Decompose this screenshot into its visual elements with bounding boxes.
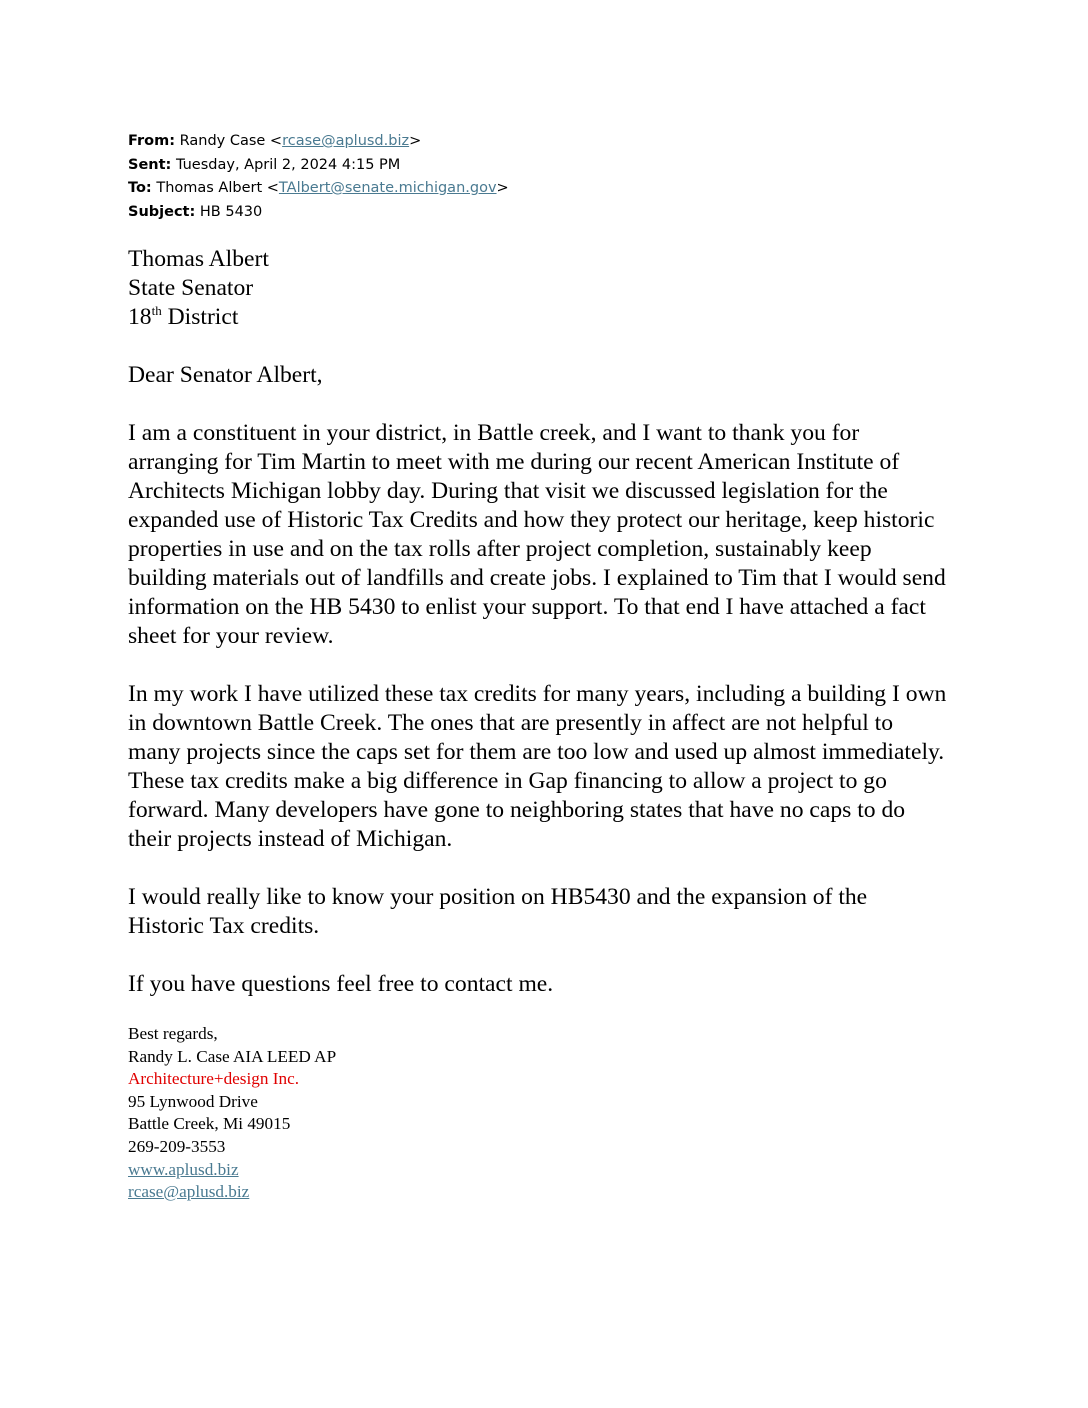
signature-company: Architecture+design Inc.: [128, 1069, 299, 1089]
from-email-link[interactable]: rcase@aplusd.biz: [282, 133, 410, 149]
to-row: [128, 177, 509, 201]
paragraph-4: If you have questions feel free to contact me.: [128, 971, 554, 997]
from-label: From:: [128, 133, 175, 149]
sent-label: Sent:: [128, 156, 172, 173]
recipient-title: State Senator: [128, 275, 254, 301]
sent-value: Tuesday, April 2, 2024 4:15 PM: [175, 156, 401, 173]
paragraph-1: I am a constituent in your district, in Battle creek, and I want to thank you for arranging for Tim Martin to meet with me during our recent American Institute of Architects Michigan lobby day. During that visit we discussed legislation for the expanded use of Historic Tax Credits and how they protect our heritage, keep historic properties in use and on the tax rolls after project completion, sustainably keep building materials out of landfills and create jobs. I explained to Tim that I would send information on the HB 5430 to enlist your support. To that end I have attached a fact sheet for your review.: [128, 420, 946, 649]
signature-email-link[interactable]: rcase@aplusd.biz: [128, 1182, 250, 1202]
subject-value: HB 5430: [199, 203, 263, 220]
signature-phone: 269-209-3553: [128, 1136, 226, 1156]
salutation: Dear Senator Albert,: [128, 362, 323, 388]
subject-label: Subject:: [128, 203, 196, 220]
from-close: >: [409, 133, 422, 149]
signature-address-1: 95 Lynwood Drive: [128, 1091, 258, 1111]
district-suffix: th: [151, 303, 162, 318]
recipient-district: [128, 303, 948, 332]
district-number: 18: [128, 304, 152, 330]
signature-name: Randy L. Case AIA LEED AP: [128, 1046, 337, 1066]
signature-address-2: Battle Creek, Mi 49015: [128, 1114, 291, 1134]
paragraph-3: I would really like to know your position on HB5430 and the expansion of the Historic Tax credits.: [128, 884, 868, 939]
from-name: Randy Case <: [179, 133, 283, 149]
to-close: >: [496, 180, 509, 196]
subject-row: [128, 201, 509, 225]
sent-row: [128, 154, 509, 178]
signature-block: [128, 1023, 336, 1204]
email-header: [128, 130, 509, 224]
recipient-name: Thomas Albert: [128, 246, 269, 272]
signature-closing: Best regards,: [128, 1024, 218, 1043]
from-row: [128, 130, 509, 154]
to-email-link[interactable]: TAlbert@senate.michigan.gov: [278, 180, 497, 196]
to-label: To:: [128, 180, 152, 196]
letter-body: [128, 245, 948, 999]
signature-website-link[interactable]: www.aplusd.biz: [128, 1159, 239, 1179]
district-word: District: [161, 304, 239, 330]
to-name: Thomas Albert <: [156, 180, 279, 196]
paragraph-2: In my work I have utilized these tax credits for many years, including a building I own in downtown Battle Creek. The ones that are presently in affect are not helpful to many projects since the caps set for them are too low and used up almost immediately. These tax credits make a big difference in Gap financing to allow a project to go forward. Many developers have gone to neighboring states that have no caps to do their projects instead of Michigan.: [128, 681, 947, 852]
